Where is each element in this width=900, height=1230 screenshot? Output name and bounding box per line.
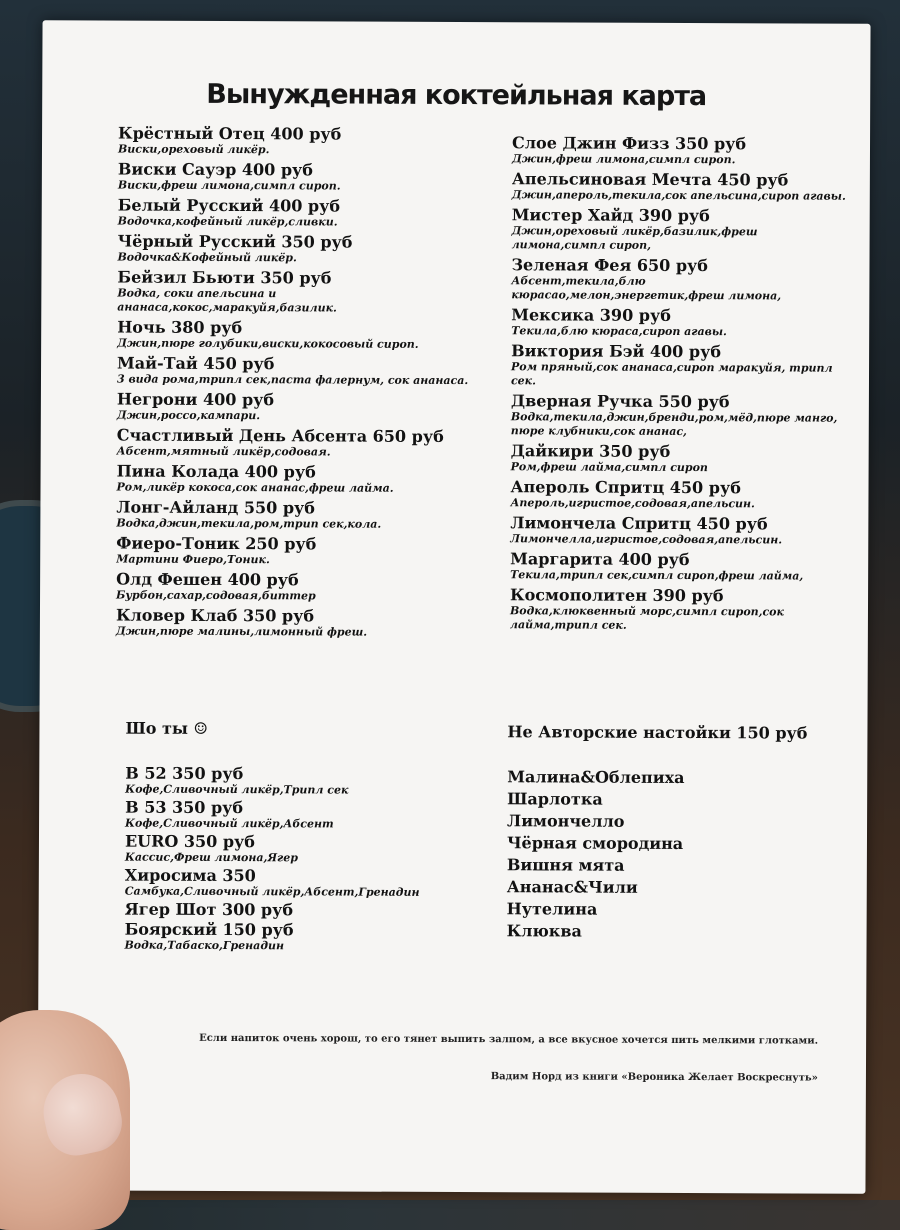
list-item: Крёстный Отец 400 руб Виски,ореховый ликёр. [117,123,342,157]
list-item: Бейзил Бьюти 350 руб Водка, соки апельсина и ананаса,кокос,маракуйя,базилик. [117,267,337,315]
list-item: Мексика 390 руб Текила,блю кюраса,сироп агавы. [511,305,727,339]
quote-text: Если напиток очень хорош, то его тянет выпить залпом, а все вкусное хочется пить мелкими глотками. [199,1032,819,1047]
list-item: Вишня мята [506,855,625,875]
list-item: Счастливый День Абсента 650 руб Абсент,мятный ликёр,содовая. [116,425,444,459]
list-item: Ночь 380 руб Джин,пюре голубики,виски,кокосовый сироп. [117,317,419,351]
list-item: Пина Колада 400 руб Ром,ликёр кокоса,сок ананас,фреш лайма. [116,461,394,495]
list-item: EURO 350 руб Кассис,Фреш лимона,Ягер [124,831,298,865]
tinctures-heading: Не Авторские настойки 150 руб [507,722,808,743]
list-item: Виски Сауэр 400 руб Виски,фреш лимона,симпл сироп. [117,159,341,193]
list-item: Дверная Ручка 550 руб Водка,текила,джин,бренди,ром,мёд,пюре манго, пюре клубники,сок ананас, [510,391,838,439]
list-item: Апероль Спритц 450 руб Апероль,игристое,содовая,апельсин. [510,477,755,511]
list-item: Космополитен 390 руб Водка,клюквенный морс,симпл сироп,сок лайма,трипл сек. [509,585,785,632]
list-item: Негрони 400 руб Джин,россо,кампари. [116,389,275,423]
menu-sheet [37,20,870,1194]
list-item: Боярский 150 руб Водка,Табаско,Гренадин [124,919,294,953]
list-item: Нутелина [506,899,598,919]
list-item: Клюква [506,921,582,941]
list-item: Мистер Хайд 390 руб Джин,ореховый ликёр,базилик,фреш лимона,симпл сироп, [511,205,758,252]
list-item: Малина&Облепиха [507,767,685,788]
list-item: Виктория Бэй 400 руб Ром пряный,сок ананаса,сироп маракуйя, трипл сек. [510,341,833,388]
list-item: Апельсиновая Мечта 450 руб Джин,апероль,текила,сок апельсина,сироп агавы. [511,169,846,203]
list-item: Ананас&Чили [506,877,638,897]
list-item: Чёрный Русский 350 руб Водочка&Кофейный ликёр. [117,231,353,265]
cocktail-list-left [116,125,478,645]
list-item: Лимончелло [507,811,625,831]
list-item: Белый Русский 400 руб Водочка,кофейный ликёр,сливки. [117,195,341,229]
list-item: Олд Фешен 400 руб Бурбон,сахар,содовая,биттер [116,569,316,603]
shots-heading: Шо ты ☺ [125,718,208,738]
list-item: Шарлотка [507,789,603,809]
list-item: Зеленая Фея 650 руб Абсент,текила,блю кюрасао,мелон,энергетик,фреш лимона, [511,255,782,303]
list-item: Май-Тай 450 руб 3 вида рома,трипл сек,паста фалернум, сок ананаса. [116,353,469,388]
list-item: Дайкири 350 руб Ром,фреш лайма,симпл сироп [510,441,708,475]
shots-list [124,765,485,957]
list-item: Слое Джин Физз 350 руб Джин,фреш лимона,симпл сироп. [511,133,747,167]
cocktail-list-right [510,134,852,637]
list-item: Маргарита 400 руб Текила,трипл сек,симпл сироп,фреш лайма, [510,549,804,583]
list-item: Ягер Шот 300 руб [124,899,294,920]
list-item: Лонг-Айланд 550 руб Водка,джин,текила,ром,трип сек,кола. [116,497,382,531]
list-item: В 53 350 руб Кофе,Сливочный ликёр,Абсент [125,797,334,831]
tinctures-list [507,766,828,943]
list-item: Фиеро-Тоник 250 руб Мартини Фиеро,Тоник. [116,533,317,567]
quote-author: Вадим Норд из книги «Вероника Желает Воскреснуть» [490,1071,818,1084]
menu-title: Вынужденная коктейльная карта [206,78,707,113]
list-item: Чёрная смородина [506,833,684,854]
list-item: В 52 350 руб Кофе,Сливочный ликёр,Трипл сек [125,763,349,797]
list-item: Лимончела Спритц 450 руб Лимончелла,игристое,содовая,апельсин. [510,513,783,547]
list-item: Кловер Клаб 350 руб Джин,пюре малины,лимонный фреш. [115,605,368,639]
list-item: Хиросима 350 Самбука,Сливочный ликёр,Абсент,Гренадин [124,865,420,899]
